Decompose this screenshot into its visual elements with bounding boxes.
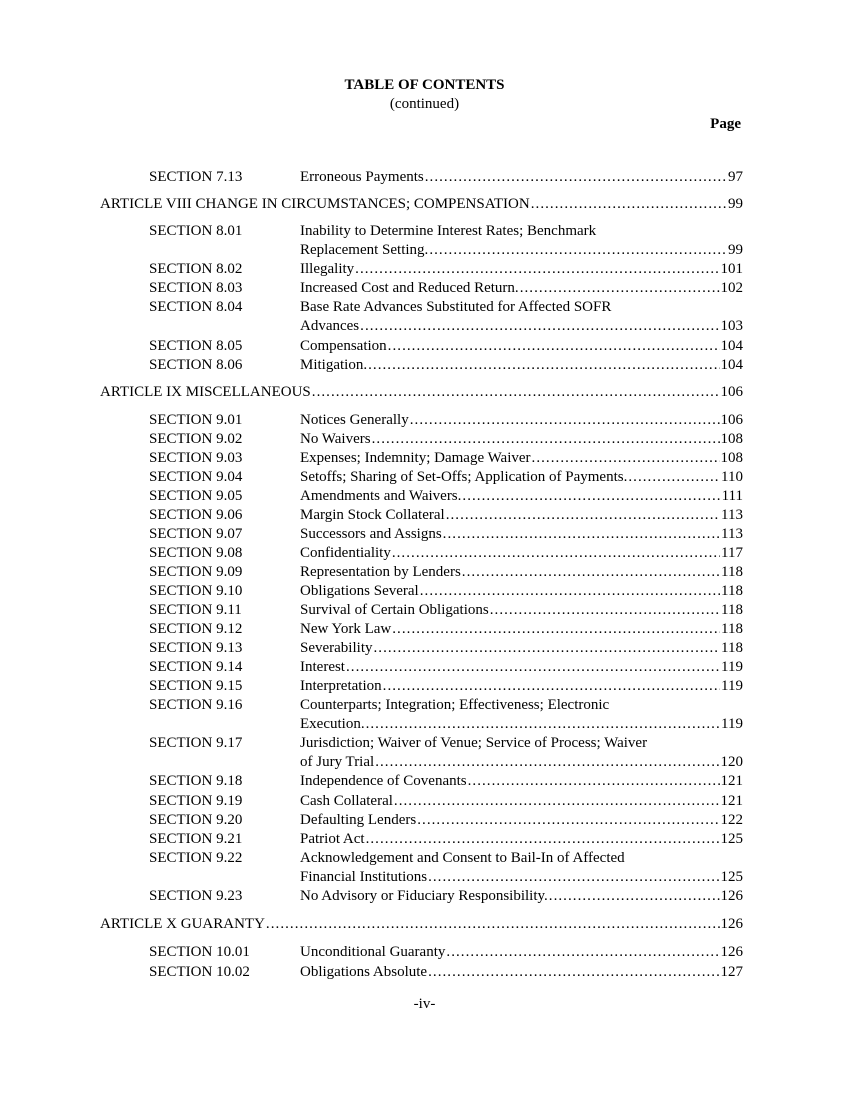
toc-page-number: 122 bbox=[720, 812, 743, 828]
toc-page-number: 126 bbox=[720, 944, 743, 960]
toc-section-title-line: Jurisdiction; Waiver of Venue; Service of Process; Waiver bbox=[300, 735, 648, 751]
toc-section-title: New York Law bbox=[300, 621, 392, 637]
toc-section-title: Amendments and Waivers. bbox=[300, 488, 462, 504]
dot-leader bbox=[346, 658, 720, 677]
toc-page-number: 119 bbox=[721, 659, 743, 675]
toc-page-number: 118 bbox=[721, 564, 743, 580]
toc-section-number: SECTION 9.11 bbox=[149, 602, 242, 618]
toc-page-number: 121 bbox=[720, 773, 743, 789]
toc-section-title-line: Counterparts; Integration; Effectiveness; Electronic bbox=[300, 697, 610, 713]
toc-section bbox=[149, 468, 743, 487]
toc-section-title: Severability bbox=[300, 640, 373, 656]
toc-section bbox=[149, 792, 743, 811]
toc-section bbox=[149, 430, 743, 449]
toc-page-number: 125 bbox=[720, 831, 743, 847]
toc-section-title: Obligations Absolute bbox=[300, 964, 428, 980]
toc-section bbox=[149, 411, 743, 430]
toc-page-number: 126 bbox=[720, 888, 743, 904]
toc-section bbox=[149, 260, 743, 279]
toc-section-title: Survival of Certain Obligations bbox=[300, 602, 489, 618]
toc-section-number: SECTION 9.18 bbox=[149, 773, 243, 789]
toc-section-title-line: Base Rate Advances Substituted for Affected SOFR bbox=[300, 299, 612, 315]
dot-leader bbox=[443, 525, 720, 544]
toc-article bbox=[100, 195, 743, 214]
toc-page-number: 104 bbox=[720, 357, 743, 373]
toc-page-number: 127 bbox=[720, 964, 743, 980]
toc-section bbox=[149, 677, 743, 696]
dot-leader bbox=[366, 715, 720, 734]
toc-section-number: SECTION 9.23 bbox=[149, 888, 243, 904]
toc-section-title: Independence of Covenants bbox=[300, 773, 467, 789]
toc-page-number: 118 bbox=[721, 583, 743, 599]
toc-section-number: SECTION 9.09 bbox=[149, 564, 243, 580]
toc-page-number: 99 bbox=[728, 242, 743, 259]
toc-section bbox=[149, 639, 743, 658]
dot-leader bbox=[520, 279, 720, 298]
toc-section-number: SECTION 9.20 bbox=[149, 812, 243, 828]
toc-section-number: SECTION 8.04 bbox=[149, 299, 243, 315]
dot-leader bbox=[388, 337, 720, 356]
dot-leader bbox=[462, 563, 720, 582]
toc-section-title: Expenses; Indemnity; Damage Waiver bbox=[300, 450, 531, 466]
toc-page-number: 121 bbox=[720, 793, 743, 809]
toc-section-title: Compensation bbox=[300, 338, 387, 354]
toc-section-number: SECTION 9.12 bbox=[149, 621, 243, 637]
dot-leader bbox=[531, 195, 727, 214]
toc-section-title: Patriot Act bbox=[300, 831, 365, 847]
toc-page-number: 119 bbox=[721, 716, 743, 733]
toc-section bbox=[149, 963, 743, 982]
toc-article bbox=[100, 383, 743, 402]
toc-section bbox=[149, 337, 743, 356]
dot-leader bbox=[490, 601, 720, 620]
toc-page-number: 111 bbox=[721, 488, 743, 504]
toc-section bbox=[149, 734, 743, 773]
toc-section-title-line: Acknowledgement and Consent to Bail-In of Affected bbox=[300, 850, 625, 866]
toc-section bbox=[149, 696, 743, 735]
dot-leader bbox=[394, 792, 720, 811]
toc-page-number: 106 bbox=[720, 384, 743, 400]
toc-section-number: SECTION 8.06 bbox=[149, 357, 243, 373]
toc-section-number: SECTION 9.07 bbox=[149, 526, 243, 542]
toc-section bbox=[149, 620, 743, 639]
dot-leader bbox=[425, 168, 727, 187]
dot-leader bbox=[468, 772, 720, 791]
toc-page-number: 118 bbox=[721, 602, 743, 618]
toc-section-number: SECTION 9.16 bbox=[149, 697, 243, 713]
toc-section-title: Notices Generally bbox=[300, 412, 409, 428]
toc-section bbox=[149, 525, 743, 544]
page-column-header: Page bbox=[710, 116, 741, 132]
toc-section bbox=[149, 658, 743, 677]
toc-section-title: Cash Collateral bbox=[300, 793, 393, 809]
toc-section-title: Erroneous Payments bbox=[300, 169, 424, 185]
dot-leader bbox=[266, 915, 720, 934]
dot-leader bbox=[372, 430, 720, 449]
toc-page-number: 125 bbox=[720, 869, 743, 886]
toc-section-title: Increased Cost and Reduced Return. bbox=[300, 280, 519, 296]
toc-page-number: 108 bbox=[720, 450, 743, 466]
toc-section bbox=[149, 487, 743, 506]
dot-leader bbox=[392, 620, 720, 639]
toc-page-number: 118 bbox=[721, 640, 743, 656]
toc-section bbox=[149, 811, 743, 830]
dot-leader bbox=[428, 963, 719, 982]
dot-leader bbox=[410, 411, 720, 430]
dot-leader bbox=[375, 753, 719, 772]
toc-section-title: Illegality bbox=[300, 261, 355, 277]
toc-section-number: SECTION 9.13 bbox=[149, 640, 243, 656]
toc-section bbox=[149, 601, 743, 620]
toc-page-number: 104 bbox=[720, 338, 743, 354]
toc-article bbox=[100, 915, 743, 934]
toc-section-title: Successors and Assigns bbox=[300, 526, 442, 542]
toc-section bbox=[149, 168, 743, 187]
toc-page-number: 106 bbox=[720, 412, 743, 428]
toc-article-title: ARTICLE IX MISCELLANEOUS bbox=[100, 384, 311, 400]
toc-page-number: 103 bbox=[720, 318, 743, 335]
dot-leader bbox=[312, 383, 720, 402]
toc-page-number: 101 bbox=[720, 261, 743, 277]
toc-section bbox=[149, 943, 743, 962]
toc-page-number: 118 bbox=[721, 621, 743, 637]
dot-leader bbox=[368, 356, 719, 375]
toc-section-number: SECTION 9.06 bbox=[149, 507, 243, 523]
dot-leader bbox=[532, 449, 720, 468]
toc-section-number: SECTION 10.02 bbox=[149, 964, 250, 980]
toc-section-number: SECTION 9.14 bbox=[149, 659, 243, 675]
toc-section-title: Financial Institutions bbox=[300, 869, 428, 886]
toc-section-number: SECTION 9.02 bbox=[149, 431, 243, 447]
toc-section-number: SECTION 9.15 bbox=[149, 678, 243, 694]
toc-page-number: 113 bbox=[721, 507, 743, 523]
toc-section-title: No Advisory or Fiduciary Responsibility. bbox=[300, 888, 548, 904]
toc-title: TABLE OF CONTENTS bbox=[344, 77, 505, 93]
toc-page-number: 113 bbox=[721, 526, 743, 542]
toc-section-title: Defaulting Lenders bbox=[300, 812, 417, 828]
toc-section-number: SECTION 9.04 bbox=[149, 469, 243, 485]
toc-section-number: SECTION 8.03 bbox=[149, 280, 243, 296]
toc-section-number: SECTION 9.22 bbox=[149, 850, 243, 866]
toc-section bbox=[149, 544, 743, 563]
dot-leader bbox=[549, 887, 720, 906]
toc-page-number: 119 bbox=[721, 678, 743, 694]
toc-article-title: ARTICLE X GUARANTY bbox=[100, 916, 265, 932]
toc-section bbox=[149, 887, 743, 906]
toc-section bbox=[149, 849, 743, 888]
toc-section bbox=[149, 298, 743, 337]
toc-section-title: Representation by Lenders bbox=[300, 564, 461, 580]
toc-section-title: Interest bbox=[300, 659, 345, 675]
toc-section bbox=[149, 772, 743, 791]
toc-section-number: SECTION 8.01 bbox=[149, 223, 243, 239]
toc-section-title-line: Inability to Determine Interest Rates; Benchmark bbox=[300, 223, 597, 239]
toc-page-number: 108 bbox=[720, 431, 743, 447]
toc-section-title: Confidentiality bbox=[300, 545, 391, 561]
toc-section-number: SECTION 9.01 bbox=[149, 412, 243, 428]
dot-leader bbox=[355, 260, 719, 279]
dot-leader bbox=[428, 868, 719, 887]
toc-section-title: Mitigation. bbox=[300, 357, 368, 373]
toc-section-number: SECTION 9.21 bbox=[149, 831, 243, 847]
dot-leader bbox=[429, 241, 727, 260]
toc-section-number: SECTION 9.03 bbox=[149, 450, 243, 466]
toc-page-number: 102 bbox=[720, 280, 743, 296]
toc-page-number: 126 bbox=[720, 916, 743, 932]
dot-leader bbox=[360, 317, 719, 336]
toc-article-title: ARTICLE VIII CHANGE IN CIRCUMSTANCES; COMPENSATION bbox=[100, 196, 530, 212]
toc-section-title: Interpretation bbox=[300, 678, 382, 694]
toc-section bbox=[149, 563, 743, 582]
toc-page-number: 99 bbox=[728, 196, 743, 212]
toc-section bbox=[149, 830, 743, 849]
toc-subtitle: (continued) bbox=[389, 96, 460, 112]
toc-section bbox=[149, 449, 743, 468]
dot-leader bbox=[373, 639, 720, 658]
toc-section-number: SECTION 8.02 bbox=[149, 261, 243, 277]
toc-section-title: No Waivers bbox=[300, 431, 371, 447]
toc-section-title: Obligations Several bbox=[300, 583, 419, 599]
dot-leader bbox=[446, 506, 720, 525]
toc-section-title: Advances bbox=[300, 318, 360, 335]
toc-page-number: 120 bbox=[720, 754, 743, 771]
toc-section bbox=[149, 222, 743, 261]
toc-section-title: Setoffs; Sharing of Set-Offs; Application of Payments. bbox=[300, 469, 628, 485]
toc-section-title: Execution. bbox=[300, 716, 365, 733]
dot-leader bbox=[417, 811, 719, 830]
toc-section-number: SECTION 7.13 bbox=[149, 169, 243, 185]
toc-section-number: SECTION 9.05 bbox=[149, 488, 243, 504]
toc-section-title: Replacement Setting. bbox=[300, 242, 429, 259]
toc-section-number: SECTION 9.10 bbox=[149, 583, 243, 599]
toc-page-number: 97 bbox=[728, 169, 743, 185]
toc-section-number: SECTION 9.19 bbox=[149, 793, 243, 809]
dot-leader bbox=[446, 943, 719, 962]
toc-page-number: 117 bbox=[721, 545, 743, 561]
toc-section-number: SECTION 10.01 bbox=[149, 944, 250, 960]
toc-section bbox=[149, 356, 743, 375]
toc-page-number: 110 bbox=[721, 469, 743, 485]
dot-leader bbox=[462, 487, 720, 506]
dot-leader bbox=[383, 677, 720, 696]
toc-section-number: SECTION 9.17 bbox=[149, 735, 243, 751]
toc-section-title: of Jury Trial bbox=[300, 754, 375, 771]
page-number: -iv- bbox=[413, 996, 436, 1012]
toc-section bbox=[149, 279, 743, 298]
toc-section bbox=[149, 582, 743, 601]
toc-section-title: Margin Stock Collateral bbox=[300, 507, 445, 523]
toc-section-number: SECTION 9.08 bbox=[149, 545, 243, 561]
dot-leader bbox=[392, 544, 720, 563]
toc-section bbox=[149, 506, 743, 525]
toc-section-number: SECTION 8.05 bbox=[149, 338, 243, 354]
dot-leader bbox=[420, 582, 720, 601]
toc-section-title: Unconditional Guaranty bbox=[300, 944, 446, 960]
dot-leader bbox=[366, 830, 720, 849]
dot-leader bbox=[628, 468, 720, 487]
